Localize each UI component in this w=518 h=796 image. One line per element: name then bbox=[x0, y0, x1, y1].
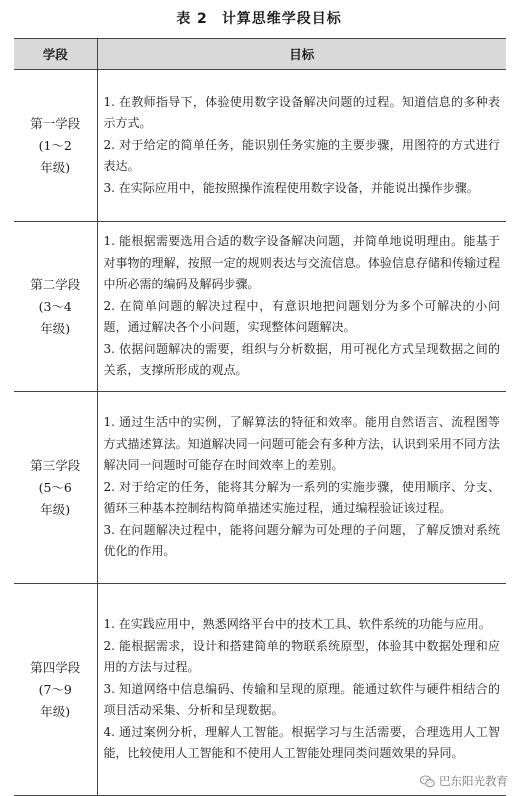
goal-item: 4. 通过案例分析，理解人工智能。根据学习与生活需要，合理选用人工智能，比较使用人工智能和不使用人工智能处理同类问题效果的异同。 bbox=[103, 724, 500, 761]
stage-cell bbox=[14, 70, 97, 222]
stage-grade-range: (5～6 bbox=[38, 479, 72, 495]
goal-item: 3. 在问题解决过程中，能将问题分解为可处理的子问题，了解反馈对系统优化的作用。 bbox=[103, 522, 500, 559]
stage-cell bbox=[14, 222, 97, 392]
goal-item: 1. 能根据需要选用合适的数字设备解决问题，并简单地说明理由。能基于对事物的理解，按照一定的规则表达与交流信息。体验信息存储和传输过程中所必需的编码及解码步骤。 bbox=[103, 234, 500, 292]
goals-cell bbox=[97, 222, 506, 392]
goal-item: 3. 依据问题解决的需要，组织与分析数据，用可视化方式呈现数据之间的关系，支撑所形成的观点。 bbox=[103, 341, 500, 378]
stage-name: 第二学段 bbox=[30, 276, 81, 292]
wechat-icon bbox=[420, 775, 435, 788]
table-caption: 计算思维学段目标 bbox=[221, 11, 342, 27]
watermark-text: 巴东阳光教育 bbox=[439, 774, 508, 788]
stage-grade-range: (1～2 bbox=[38, 137, 72, 153]
stage-grade-suffix: 年级) bbox=[40, 501, 71, 517]
goal-item: 2. 对于给定的简单任务，能识别任务实施的主要步骤，用图符的方式进行表达。 bbox=[103, 137, 500, 174]
stage-cell bbox=[14, 584, 97, 796]
stage-name: 第四学段 bbox=[30, 659, 81, 675]
table-title bbox=[0, 8, 518, 28]
goals-cell bbox=[97, 70, 506, 222]
stage-grade-suffix: 年级) bbox=[40, 159, 71, 175]
goal-item: 1. 在教师指导下，体验使用数字设备解决问题的过程。知道信息的多种表示方式。 bbox=[103, 94, 500, 131]
stage-grade-suffix: 年级) bbox=[40, 703, 71, 719]
stage-name: 第三学段 bbox=[30, 457, 81, 473]
table-row bbox=[14, 392, 506, 584]
table-row bbox=[14, 584, 506, 796]
table-header-row bbox=[14, 39, 506, 70]
watermark bbox=[420, 773, 508, 789]
goals-cell bbox=[97, 392, 506, 584]
table-row bbox=[14, 222, 506, 392]
goals-cell bbox=[97, 584, 506, 796]
table-row bbox=[14, 70, 506, 222]
table-number: 表 2 bbox=[176, 11, 208, 27]
goal-item: 2. 在简单问题的解决过程中，有意识地把问题划分为多个可解决的小问题，通过解决各个小问题，实现整体问题解决。 bbox=[103, 298, 500, 335]
goal-item: 1. 通过生活中的实例，了解算法的特征和效率。能用自然语言、流程图等方式描述算法。知道解决同一问题可能会有多种方法，认识到采用不同方法解决同一问题时可能存在时间效率上的差别。 bbox=[103, 415, 500, 473]
stage-grade-range: (3～4 bbox=[38, 298, 72, 314]
goals-table bbox=[14, 38, 506, 796]
goal-item: 3. 知道网络中信息编码、传输和呈现的原理。能通过软件与硬件相结合的项目活动采集、分析和呈现数据。 bbox=[103, 681, 500, 718]
header-stage: 学段 bbox=[14, 39, 97, 70]
goal-item: 3. 在实际应用中，能按照操作流程使用数字设备，并能说出操作步骤。 bbox=[103, 180, 479, 195]
stage-name: 第一学段 bbox=[30, 115, 81, 131]
header-goals: 目标 bbox=[97, 39, 506, 70]
stage-cell bbox=[14, 392, 97, 584]
stage-grade-suffix: 年级) bbox=[40, 320, 71, 336]
goal-item: 2. 能根据需求，设计和搭建简单的物联系统原型，体验其中数据处理和应用的方法与过程。 bbox=[103, 638, 500, 675]
goal-item: 2. 对于给定的任务，能将其分解为一系列的实施步骤，使用顺序、分支、循环三种基本控制结构简单描述实施过程，通过编程验证该过程。 bbox=[103, 479, 500, 516]
goal-item: 1. 在实践应用中，熟悉网络平台中的技术工具、软件系统的功能与应用。 bbox=[103, 617, 491, 632]
stage-grade-range: (7～9 bbox=[38, 681, 72, 697]
